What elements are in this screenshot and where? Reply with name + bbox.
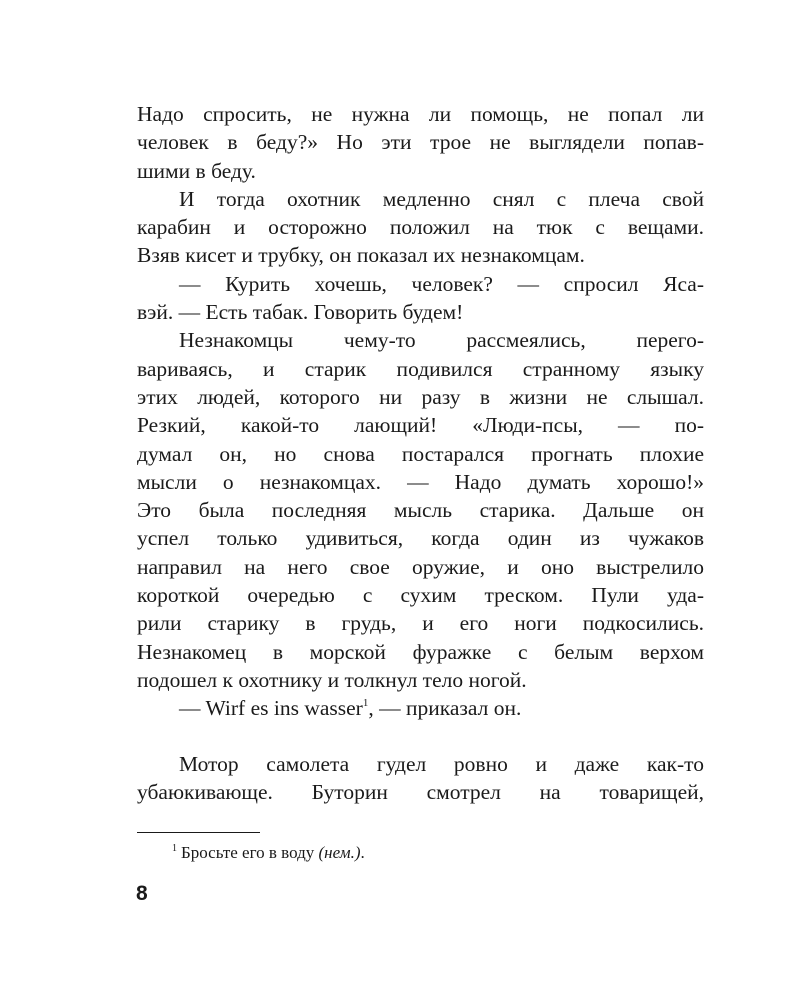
text-line: Незнакомцы чему-то рассмеялись, перего- <box>179 328 704 353</box>
text-line: человек в беду?» Но эти трое не выглядели попав- <box>137 130 704 155</box>
footnote <box>172 842 365 864</box>
text-line: Взяв кисет и трубку, он показал их незнакомцам. <box>137 243 585 268</box>
text-line: подошел к охотнику и толкнул тело ногой. <box>137 667 527 692</box>
text-line: рили старику в грудь, и его ноги подкосились. <box>137 611 704 636</box>
text-line: карабин и осторожно положил на тюк с вещами. <box>137 215 704 240</box>
dialogue-line <box>137 694 704 722</box>
footnote-marker: 1 <box>362 697 369 710</box>
text-line: Это была последняя мысль старика. Дальше он <box>137 498 704 523</box>
german-quote: — Wirf es ins wasser <box>179 696 363 721</box>
text-line: вэй. — Есть табак. Говорить будем! <box>137 300 464 325</box>
footnote-language: (нем.) <box>318 843 361 862</box>
text-line: — Курить хочешь, человек? — спросил Яса- <box>179 271 704 296</box>
text-line: Резкий, какой-то лающий! «Люди-псы, — по- <box>137 413 704 438</box>
footnote-number: 1 <box>172 843 177 854</box>
text-line: направил на него свое оружие, и оно выстрелило <box>137 554 704 579</box>
text-line: И тогда охотник медленно снял с плеча свой <box>179 186 704 211</box>
text-line: шими в беду. <box>137 158 256 183</box>
text-line: мысли о незнакомцах. — Надо думать хорошо!» <box>137 469 704 494</box>
section-break <box>137 723 704 750</box>
text-line: Незнакомец в морской фуражке с белым верхом <box>137 639 704 664</box>
text-line: Надо спросить, не нужна ли помощь, не попал ли <box>137 102 704 126</box>
footnote-end: . <box>360 843 365 862</box>
text-line: вариваясь, и старик подивился странному языку <box>137 356 704 381</box>
text-line: короткой очередью с сухим треском. Пули уда- <box>137 583 704 608</box>
body-text <box>137 100 704 806</box>
text-line: думал он, но снова постарался прогнать плохие <box>137 441 704 466</box>
text-line: успел только удивиться, когда один из чужаков <box>137 526 704 551</box>
footnote-text: Бросьте его в воду <box>181 843 319 862</box>
text-line: убаюкивающе. Буторин смотрел на товарищей, <box>137 779 704 804</box>
footnote-divider <box>137 832 260 833</box>
page-number: 8 <box>136 882 148 905</box>
dialogue-tail: , — приказал он. <box>368 696 522 721</box>
text-line: этих людей, которого ни разу в жизни не слышал. <box>137 384 704 409</box>
text-line: Мотор самолета гудел ровно и даже как-то <box>179 751 704 776</box>
